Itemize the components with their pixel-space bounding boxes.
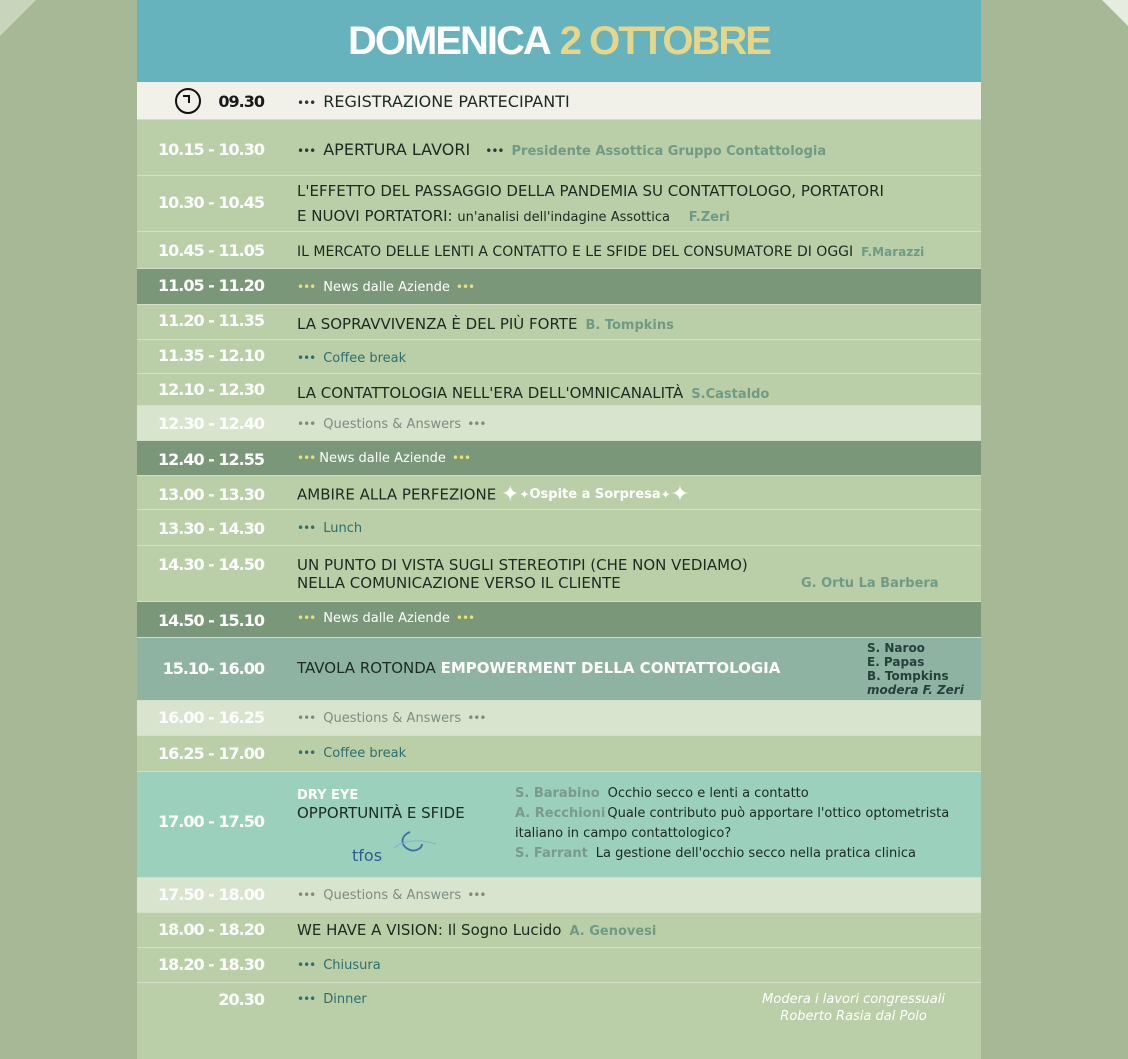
row-time: 12.40 - 12.55 [158, 450, 264, 469]
row-speaker: S.Castaldo [691, 387, 770, 402]
dots-icon: ••• [297, 144, 316, 158]
talk-text: Occhio secco e lenti a contatto [607, 786, 809, 801]
dots-icon: ••• [297, 611, 316, 625]
dots-icon: ••• [297, 711, 316, 725]
dots-icon: ••• [297, 746, 316, 760]
schedule-row [137, 120, 981, 176]
row-title-bold: DRY EYE [297, 788, 359, 803]
row-time: 12.10 - 12.30 [158, 380, 264, 399]
corner-decoration-right [1102, 0, 1128, 26]
talk-speaker: S. Farrant [515, 846, 588, 861]
row-title: Questions & Answers [323, 417, 462, 432]
row-content [297, 611, 482, 626]
moderator-note [762, 991, 945, 1025]
row-title: Coffee break [323, 351, 407, 366]
schedule-row [137, 176, 981, 232]
row-title: News dalle Aziende [323, 280, 450, 295]
dots-icon: ••• [455, 611, 475, 625]
row-content [297, 417, 493, 432]
row-content [297, 280, 482, 295]
schedule-row [137, 232, 981, 269]
sparkle-icon: ✦ [670, 482, 690, 507]
row-title: Questions & Answers [323, 888, 462, 903]
talk-text: La gestione dell'occhio secco nella pratica clinica [595, 846, 916, 861]
dots-icon: ••• [467, 888, 486, 902]
row-title: News dalle Aziende [319, 451, 446, 466]
schedule-row [137, 510, 981, 546]
dots-icon: ••• [297, 417, 316, 431]
dots-icon: ••• [297, 96, 316, 110]
talk-text: Quale contributo può apportare l'ottico optometrista [607, 806, 950, 821]
row-time: 13.30 - 14.30 [158, 519, 264, 538]
corner-decoration-left [0, 0, 36, 36]
row-content [297, 888, 493, 903]
schedule-row [137, 913, 981, 948]
row-content [297, 384, 769, 402]
schedule-row [137, 546, 981, 602]
row-time: 16.25 - 17.00 [158, 744, 264, 763]
row-content [297, 140, 826, 159]
row-time: 12.30 - 12.40 [158, 414, 264, 433]
row-time: 18.20 - 18.30 [158, 955, 264, 974]
schedule-row [137, 701, 981, 736]
dots-icon: ••• [297, 521, 316, 535]
talk-item [515, 804, 949, 824]
row-time: 09.30 [218, 92, 264, 111]
moderator-note-line: Roberto Rasia dal Polo [780, 1009, 927, 1024]
row-title: LA CONTATTOLOGIA NELL'ERA DELL'OMNICANALITÀ [297, 384, 684, 402]
talk-item [515, 784, 949, 804]
schedule-row [137, 406, 981, 441]
row-speaker: F.Zeri [688, 210, 730, 225]
row-guest: Ospite a Sorpresa [529, 487, 661, 502]
schedule-row [137, 269, 981, 305]
background-right [981, 0, 1128, 1059]
row-title: AMBIRE ALLA PERFEZIONE [297, 485, 497, 504]
row-content [297, 482, 689, 507]
row-title: APERTURA LAVORI [323, 140, 471, 159]
dots-icon: ••• [455, 280, 475, 294]
row-title: Chiusura [323, 958, 381, 973]
row-time: 11.05 - 11.20 [158, 276, 264, 295]
day-date: 2 OTTOBRE [559, 18, 770, 63]
row-time: 10.45 - 11.05 [158, 241, 264, 260]
row-title: LA SOPRAVVIVENZA È DEL PIÙ FORTE [297, 315, 578, 333]
day-name: DOMENICA [348, 18, 550, 63]
row-time: 15.10- 16.00 [162, 659, 264, 678]
row-subtitle: Il Sogno Lucido [447, 921, 562, 939]
row-content [297, 992, 367, 1007]
dots-icon: ••• [297, 351, 316, 365]
sparkle-icon: ✦ [519, 487, 530, 502]
row-time: 10.30 - 10.45 [158, 193, 264, 212]
row-time: 13.00 - 13.30 [158, 485, 264, 504]
schedule-row [137, 948, 981, 983]
row-title: OPPORTUNITÀ E SFIDE [297, 804, 465, 822]
talk-item-cont: italiano in campo contattologico? [515, 826, 732, 841]
row-title: Dinner [323, 992, 367, 1007]
row-time: 18.00 - 18.20 [158, 920, 264, 939]
row-content [297, 659, 780, 677]
schedule-row [137, 602, 981, 638]
sparkle-icon: ✦ [500, 482, 520, 507]
schedule-row [137, 441, 981, 476]
talk-item [515, 844, 949, 864]
schedule-row [137, 82, 981, 120]
schedule-row [137, 374, 981, 406]
row-subtitle: un'analisi dell'indagine Assottica [457, 210, 671, 225]
dots-icon: ••• [297, 888, 316, 902]
row-time: 20.30 [218, 990, 264, 1009]
row-speaker: F.Marazzi [861, 245, 925, 259]
row-title: UN PUNTO DI VISTA SUGLI STEREOTIPI (CHE NON VEDIAMO) [297, 556, 748, 574]
row-content [297, 244, 924, 260]
row-title: L'EFFETTO DEL PASSAGGIO DELLA PANDEMIA SU CONTATTOLOGO, PORTATORI [297, 182, 884, 200]
tfos-logo-text: tfos [352, 846, 383, 865]
row-speaker: Presidente Assottica Gruppo Contattologia [511, 144, 827, 159]
background-left [0, 0, 137, 1059]
row-content [297, 207, 730, 225]
row-title: REGISTRAZIONE PARTECIPANTI [323, 92, 570, 111]
row-content [297, 315, 674, 333]
row-time: 11.20 - 11.35 [158, 311, 264, 330]
schedule-row [137, 476, 981, 510]
panelist-name: B. Tompkins [867, 669, 949, 683]
row-speaker: B. Tompkins [585, 318, 674, 333]
moderator-note-line: Modera i lavori congressuali [762, 992, 945, 1007]
row-speaker: A. Genovesi [569, 924, 657, 939]
sparkle-icon: ✦ [660, 487, 671, 502]
row-title: WE HAVE A VISION: [297, 921, 443, 939]
row-content [297, 746, 406, 761]
row-title-bold: EMPOWERMENT DELLA CONTATTOLOGIA [440, 659, 781, 677]
row-title: Lunch [323, 521, 363, 536]
dots-icon: ••• [297, 451, 316, 465]
row-content [297, 958, 381, 973]
row-time: 10.15 - 10.30 [158, 140, 264, 159]
row-time: 14.50 - 15.10 [158, 611, 264, 630]
row-title: News dalle Aziende [323, 611, 450, 626]
program-panel [137, 0, 981, 1059]
dots-icon: ••• [467, 711, 486, 725]
dots-icon: ••• [451, 451, 471, 465]
clock-icon [175, 88, 201, 114]
row-time: 17.50 - 18.00 [158, 885, 264, 904]
row-content [297, 351, 406, 366]
row-content [297, 451, 478, 466]
row-title-line2: NELLA COMUNICAZIONE VERSO IL CLIENTE [297, 574, 621, 592]
row-time: 16.00 - 16.25 [158, 708, 264, 727]
row-speaker: G. Ortu La Barbera [801, 576, 939, 591]
row-content [297, 92, 570, 111]
dots-icon: ••• [297, 280, 316, 294]
schedule-row [137, 983, 981, 1059]
row-content [297, 921, 656, 939]
dots-icon: ••• [297, 958, 316, 972]
talk-speaker: A. Recchioni [515, 806, 606, 821]
row-title: Coffee break [323, 746, 407, 761]
panelist-name: S. Naroo [867, 641, 925, 655]
panelists [867, 641, 964, 697]
day-header [137, 0, 981, 82]
schedule-row [137, 340, 981, 374]
row-time: 17.00 - 17.50 [158, 812, 264, 831]
schedule-row [137, 305, 981, 340]
dots-icon: ••• [467, 417, 486, 431]
schedule-row [137, 878, 981, 913]
talks-list [515, 784, 949, 864]
schedule-row [137, 736, 981, 772]
dots-icon: ••• [485, 144, 504, 158]
moderator-name: modera F. Zeri [867, 683, 964, 697]
row-time: 11.35 - 12.10 [158, 346, 264, 365]
row-title: IL MERCATO DELLE LENTI A CONTATTO E LE SFIDE DEL CONSUMATORE DI OGGI [297, 244, 854, 260]
row-content [297, 521, 362, 536]
row-title: TAVOLA ROTONDA [297, 659, 436, 677]
dots-icon: ••• [297, 992, 316, 1006]
panelist-name: E. Papas [867, 655, 925, 669]
schedule-row [137, 772, 981, 878]
row-time: 14.30 - 14.50 [158, 555, 264, 574]
row-content [297, 711, 493, 726]
tfos-logo [352, 828, 442, 864]
schedule-row [137, 638, 981, 701]
row-title-line2: E NUOVI PORTATORI: [297, 207, 453, 225]
row-title: Questions & Answers [323, 711, 462, 726]
talk-speaker: S. Barabino [515, 786, 600, 801]
